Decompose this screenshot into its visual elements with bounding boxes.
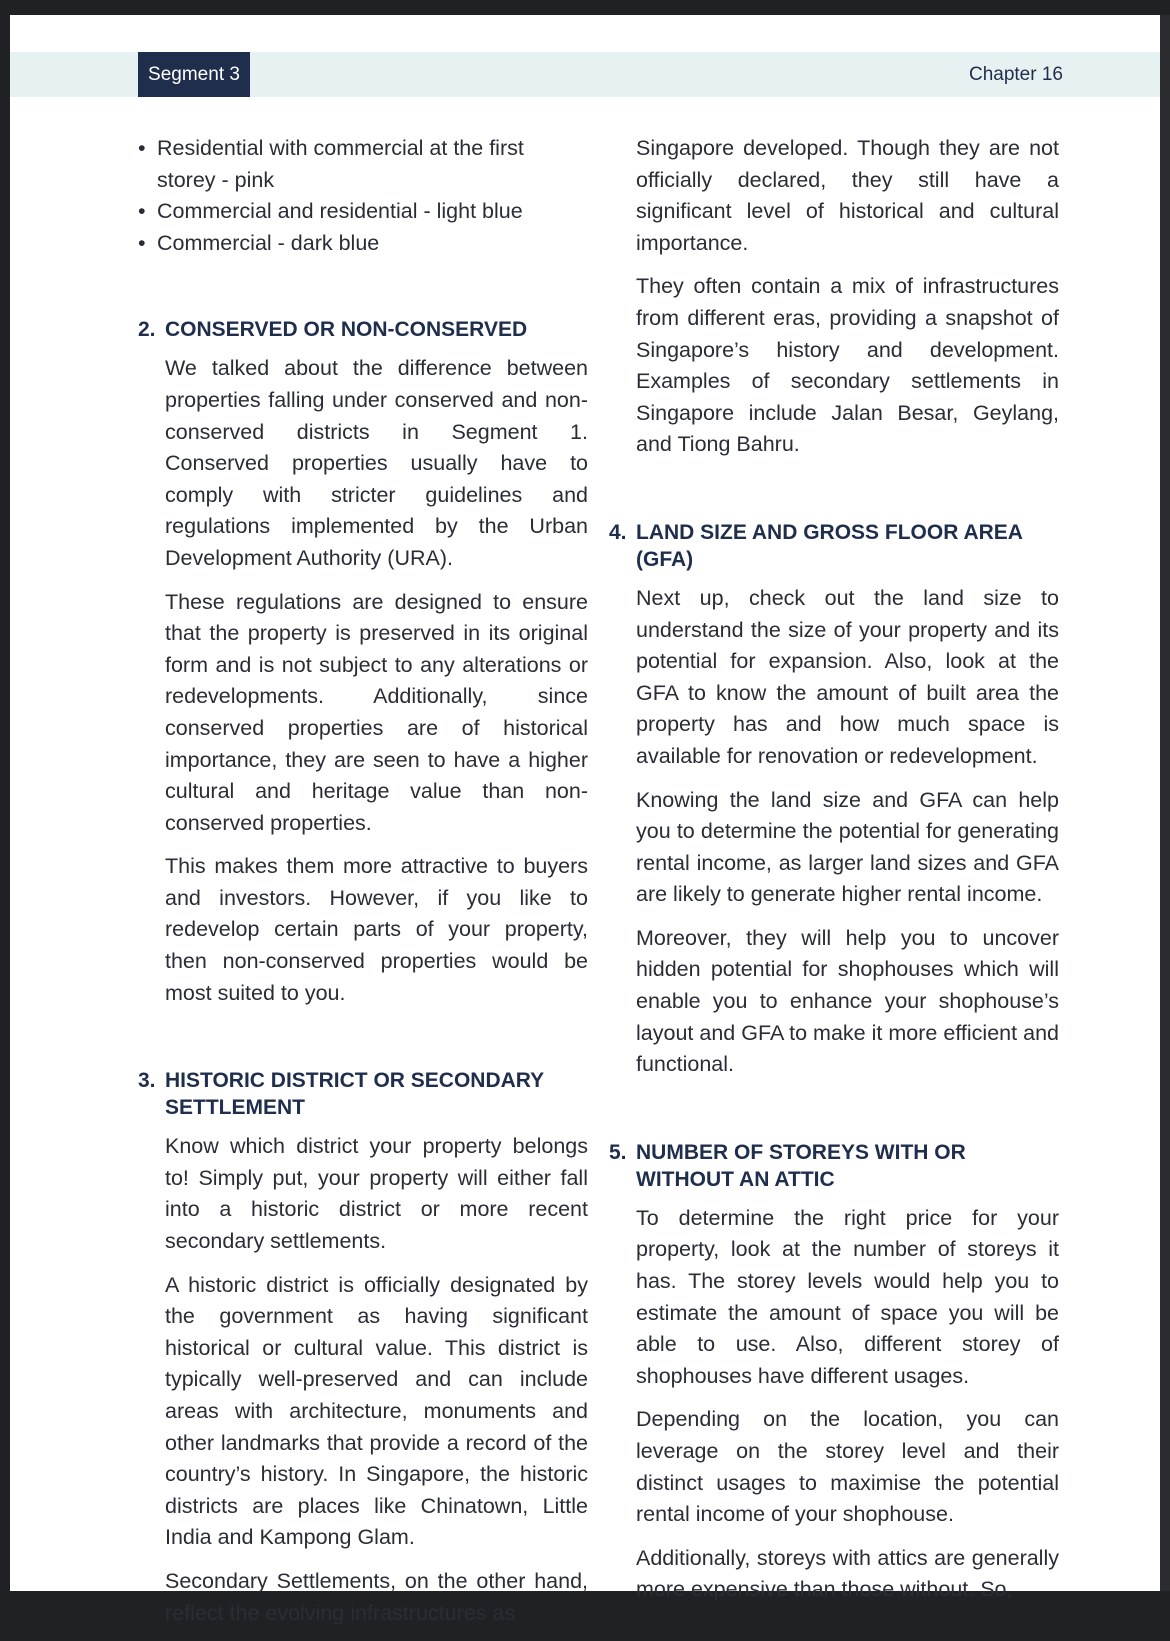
paragraph: A historic district is officially designated by the government as having significant historical or cultural value. This district is typically well-preserved and can include areas with architecture, monuments and other landmarks that provide a record of the country’s history. In Singapore, the historic districts are places like Chinatown, Little India and Kampong Glam. (165, 1272, 588, 1550)
list-item: • Residential with commercial at the first storey - pink (138, 133, 547, 196)
zoning-color-list (138, 133, 588, 259)
section-heading-conserved (138, 316, 588, 343)
section-title: CONSERVED OR NON-CONSERVED (165, 318, 528, 342)
section-heading-historic-district (138, 1067, 588, 1121)
paragraph: Next up, check out the land size to understand the size of your property and its potential for expansion. Also, look at the GFA to know the amount of built area the property has and how much space is available for renovation or redevelopment. (636, 585, 1059, 768)
section-title: LAND SIZE AND GROSS FLOOR AREA (GFA) (636, 520, 1023, 571)
paragraph: These regulations are designed to ensure that the property is preserved in its original form and is not subject to any alterations or redevelopments. Additionally, since conserved properties are of historical importance, they are seen to have a higher cultural and heritage value than non-conserved properties. (165, 589, 588, 835)
left-column (138, 133, 588, 1641)
section-number: 2. (138, 318, 156, 342)
list-item: • Commercial and residential - light blue (138, 196, 588, 228)
section-number: 5. (609, 1140, 627, 1164)
paragraph: This makes them more attractive to buyers and investors. However, if you like to redevelop certain parts of your property, then non-conserved properties would be most suited to you. (165, 854, 588, 1005)
list-item: • Commercial - dark blue (138, 228, 588, 260)
chapter-label: Chapter 16 (968, 64, 1063, 85)
paragraph: Know which district your property belongs to! Simply put, your property will either fall into a historic district or more recent secondary settlements. (165, 1134, 588, 1254)
document-page (10, 15, 1160, 1625)
section-title: NUMBER OF STOREYS WITH OR WITHOUT AN ATTIC (636, 1140, 966, 1191)
paragraph: Moreover, they will help you to uncover hidden potential for shophouses which will enable you to enhance your shophouse’s layout and GFA to make it more efficient and functional. (636, 925, 1059, 1077)
paragraph: They often contain a mix of infrastructures from different eras, providing a snapshot of Singapore’s history and development. Examples of secondary settlements in Singapore include Jalan Besar, Geylang, and Tiong Bahru. (636, 274, 1059, 457)
viewer-edge (1160, 15, 1170, 1591)
paragraph: Additionally, storeys with attics are generally more expensive than those without. So, (636, 1545, 1059, 1602)
section-number: 4. (609, 520, 627, 544)
segment-label: Segment 3 (138, 52, 250, 97)
paragraph: Secondary Settlements, on the other hand, reflect the evolving infrastructures as (165, 1568, 588, 1625)
right-column (609, 133, 1059, 1618)
section-title: HISTORIC DISTRICT OR SECONDARY SETTLEMENT (165, 1069, 544, 1120)
section-number: 3. (138, 1069, 156, 1093)
paragraph: Depending on the location, you can leverage on the storey level and their distinct usages to maximise the potential rental income of your shophouse. (636, 1407, 1059, 1527)
paragraph: We talked about the difference between properties falling under conserved and non-conserved districts in Segment 1. Conserved properties usually have to comply with stricter guidelines and regulations implemented by the Urban Development Authority (URA). (165, 356, 588, 570)
section-heading-land-size-gfa (609, 519, 1059, 573)
section-heading-storeys-attic (609, 1139, 1059, 1193)
paragraph: Knowing the land size and GFA can help you to determine the potential for generating rental income, as larger land sizes and GFA are likely to generate higher rental income. (636, 787, 1059, 907)
paragraph: To determine the right price for your property, look at the number of storeys it has. The storey levels would help you to estimate the amount of space you will be able to use. Also, different storey of shophouses have different usages. (636, 1205, 1059, 1388)
paragraph: Singapore developed. Though they are not officially declared, they still have a significant level of historical and cultural importance. (636, 136, 1059, 255)
